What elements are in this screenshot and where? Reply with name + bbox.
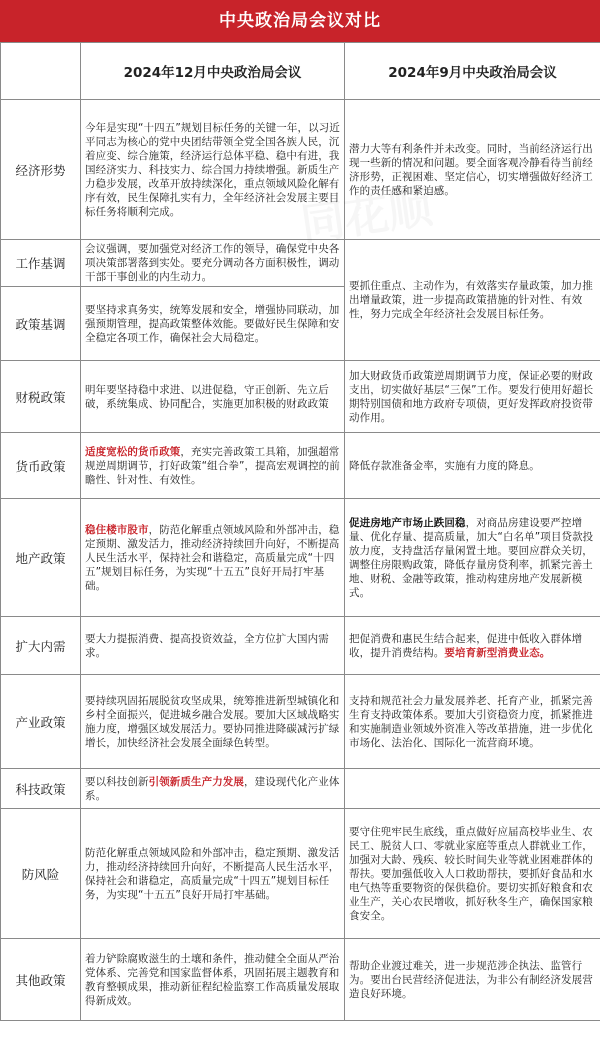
comparison-table — [0, 42, 600, 1021]
table-row — [1, 240, 600, 287]
sep-tech — [345, 769, 600, 809]
property-text: ，防范化解重点领域风险和外部冲击，稳定预期、激发活力，推动经济持续回升向好，不断提高人民生活水平，保持社会和谐稳定，高质量完成“十四五”规划目标任务，为实现“十五五”良好开局打牢基础。 — [85, 523, 340, 592]
property-highlight: 稳住楼市股市 — [85, 523, 149, 536]
table-row — [1, 675, 600, 769]
dec-fiscal: 明年要坚持稳中求进、以进促稳，守正创新、先立后破，系统集成、协同配合，实施更加积极的财政政策 — [81, 361, 345, 433]
table-row — [1, 617, 600, 675]
dec-tech — [81, 769, 345, 809]
row-label-work-tone: 工作基调 — [1, 240, 81, 287]
header-sep-2024: 2024年9月中央政治局会议 — [345, 43, 600, 100]
row-label-tech: 科技政策 — [1, 769, 81, 809]
row-label-economy: 经济形势 — [1, 100, 81, 240]
table-row — [1, 769, 600, 809]
dec-demand: 要大力提振消费、提高投资效益，全方位扩大国内需求。 — [81, 617, 345, 675]
table-row — [1, 939, 600, 1021]
table-title: 中央政治局会议对比 — [0, 0, 600, 42]
dec-economy: 今年是实现“十四五”规划目标任务的关键一年，以习近平同志为核心的党中央团结带领全党全国各族人民，沉着应变、综合施策，经济运行总体平稳、稳中有进，我国经济实力、科技实力、综合国力持续增强。新质生产力稳步发展，改革开放持续深化，重点领域风险化解有序有效，民生保障扎实有力，全年经济社会发展主要目标任务将顺利完成。 — [81, 100, 345, 240]
row-label-other: 其他政策 — [1, 939, 81, 1021]
header-category — [1, 43, 81, 100]
dec-other: 着力铲除腐败滋生的土壤和条件，推动健全全面从严治党体系、完善党和国家监督体系，巩固拓展主题教育和教育整顿成果，推动新征程纪检监察工作高质量发展取得新成效。 — [81, 939, 345, 1021]
header-dec-2024: 2024年12月中央政治局会议 — [81, 43, 345, 100]
tech-highlight: 引领新质生产力发展 — [148, 775, 245, 788]
row-label-demand: 扩大内需 — [1, 617, 81, 675]
row-label-property: 地产政策 — [1, 499, 81, 617]
sep-economy: 潜力大等有利条件并未改变。同时，当前经济运行出现一些新的情况和问题。要全面客观冷静看待当前经济形势，正视困难、坚定信心，切实增强做好经济工作的责任感和紧迫感。 — [345, 100, 600, 240]
row-label-industry: 产业政策 — [1, 675, 81, 769]
tech-pre: 要以科技创新 — [85, 775, 149, 788]
table-row — [1, 100, 600, 240]
dec-industry: 要持续巩固拓展脱贫攻坚成果，统筹推进新型城镇化和乡村全面振兴，促进城乡融合发展。要加大区域战略实施力度，增强区域发展活力。要协同推进降碳减污扩绿增长，加快经济社会发展全面绿色转型。 — [81, 675, 345, 769]
dec-risk: 防范化解重点领域风险和外部冲击，稳定预期、激发活力，推动经济持续回升向好，不断提高人民生活水平，保持社会和谐稳定，高质量完成“十四五”规划目标任务，为实现“十五五”良好开局打牢基础。 — [81, 809, 345, 939]
dec-policy-tone: 要坚持求真务实，统筹发展和安全，增强协同联动，加强预期管理，提高政策整体效能。要做好民生保障和安全稳定各项工作，确保社会大局稳定。 — [81, 287, 345, 361]
sep-industry: 支持和规范社会力量发展养老、托育产业，抓紧完善生育支持政策体系。要加大引资稳资力度，抓紧推进和实施制造业领域外资准入等改革措施，进一步优化市场化、法治化、国际化一流营商环境。 — [345, 675, 600, 769]
table-row — [1, 809, 600, 939]
dec-work-tone: 会议强调，要加强党对经济工作的领导，确保党中央各项决策部署落到实处。要充分调动各方面积极性，调动干部干事创业的内生动力。 — [81, 240, 345, 287]
sep-property — [345, 499, 600, 617]
table-row — [1, 433, 600, 499]
property-sep-text: ，对商品房建设要严控增量、优化存量、提高质量，加大“白名单”项目贷款投放力度，支持盘活存量闲置土地。要回应群众关切，调整住房限购政策，降低存量房贷利率，抓紧完善土地、财税、金融等政策，推动构建房地产发展新模式。 — [349, 516, 594, 599]
dec-property — [81, 499, 345, 617]
sep-other: 帮助企业渡过难关，进一步规范涉企执法、监管行为。要出台民营经济促进法，为非公有制经济发展营造良好环境。 — [345, 939, 600, 1021]
table-row — [1, 361, 600, 433]
sep-policy-tone: 要抓住重点、主动作为，有效落实存量政策，加力推出增量政策，进一步提高政策措施的针对性、有效性，努力完成全年经济社会发展目标任务。 — [345, 240, 600, 361]
row-label-fiscal: 财税政策 — [1, 361, 81, 433]
property-sep-bold: 促进房地产市场止跌回稳 — [349, 516, 466, 529]
row-label-risk: 防风险 — [1, 809, 81, 939]
sep-monetary: 降低存款准备金率，实施有力度的降息。 — [345, 433, 600, 499]
sep-demand — [345, 617, 600, 675]
row-label-policy-tone: 政策基调 — [1, 287, 81, 361]
monetary-highlight: 适度宽松的货币政策 — [85, 445, 181, 458]
demand-sep-highlight: 要培育新型消费业态。 — [444, 646, 551, 659]
table-header-row — [1, 43, 600, 100]
sep-risk: 要守住兜牢民生底线，重点做好应届高校毕业生、农民工、脱贫人口、零就业家庭等重点人群就业工作，加强对大龄、残疾、较长时间失业等就业困难群体的帮扶。要加强低收入人口救助帮扶，要抓好食品和水电气热等重要物资的保供稳价。要切实抓好粮食和农业生产，关心农民增收，抓好秋冬生产，确保国家粮食安全。 — [345, 809, 600, 939]
sep-fiscal: 加大财政货币政策逆周期调节力度，保证必要的财政支出，切实做好基层“三保”工作。要发行使用好超长期特别国债和地方政府专项债，更好发挥政府投资带动作用。 — [345, 361, 600, 433]
dec-monetary — [81, 433, 345, 499]
row-label-monetary: 货币政策 — [1, 433, 81, 499]
monetary-text: ，充实完善政策工具箱，加强超常规逆周期调节，打好政策“组合拳”，提高宏观调控的前瞻性、针对性、有效性。 — [85, 445, 340, 486]
tech-post: ，建设现代化产业体系。 — [85, 775, 340, 802]
table-row — [1, 499, 600, 617]
demand-sep-text: 把促消费和惠民生结合起来，促进中低收入群体增收，提升消费结构。 — [349, 632, 583, 659]
